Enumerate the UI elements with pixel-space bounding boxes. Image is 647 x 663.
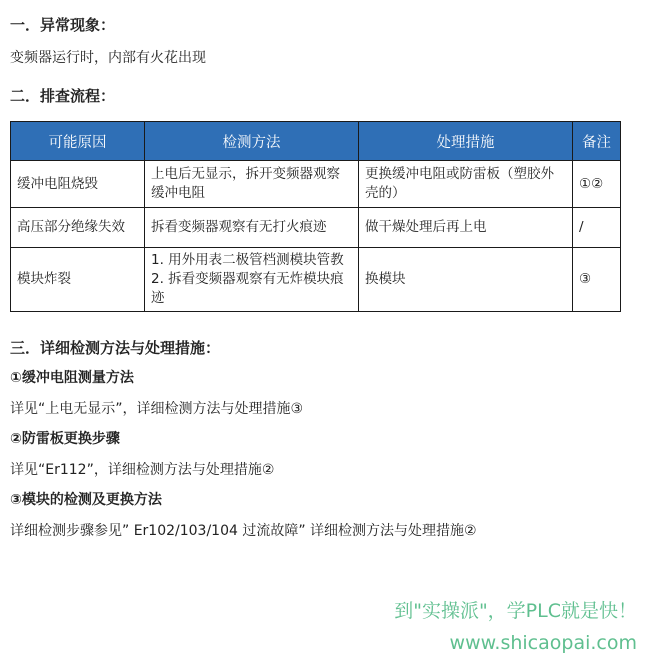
method-line-2: 2. 拆看变频器观察有无炸模块痕迹 (151, 271, 344, 306)
cell-note: ①② (573, 161, 621, 208)
table-header-row (11, 122, 621, 161)
header-action: 处理措施 (359, 122, 573, 161)
subsection-text: 详细检测步骤参见” Er102/103/104 过流故障” 详细检测方法与处理措施② (10, 523, 477, 539)
subsection-title: ①缓冲电阻测量方法 (10, 370, 134, 386)
cell-cause: 高压部分绝缘失效 (11, 208, 145, 248)
cell-method: 拆看变频器观察有无打火痕迹 (145, 208, 359, 248)
subsection-text: 详见“Er112”，详细检测方法与处理措施② (10, 462, 275, 478)
section1-heading: 一．异常现象： (10, 16, 116, 34)
header-cause: 可能原因 (11, 122, 145, 161)
table-row (11, 208, 621, 248)
section3-heading: 三．详细检测方法与处理措施： (10, 339, 221, 357)
cell-note: ③ (573, 248, 621, 312)
header-method: 检测方法 (145, 122, 359, 161)
header-note: 备注 (573, 122, 621, 161)
subsection-title: ②防雷板更换步骤 (10, 431, 120, 447)
cell-method (145, 248, 359, 312)
cell-action: 换模块 (359, 248, 573, 312)
promo-website[interactable]: www.shicaopai.com (449, 632, 637, 654)
cell-cause: 模块炸裂 (11, 248, 145, 312)
subsection-title: ③模块的检测及更换方法 (10, 492, 162, 508)
cell-cause: 缓冲电阻烧毁 (11, 161, 145, 208)
troubleshooting-table (10, 121, 621, 312)
subsection-text: 详见“上电无显示”，详细检测方法与处理措施③ (10, 401, 304, 417)
cell-action: 更换缓冲电阻或防雷板（塑胶外壳的） (359, 161, 573, 208)
cell-action: 做干燥处理后再上电 (359, 208, 573, 248)
method-line-1: 1. 用外用表二极管档测模块管教 (151, 252, 344, 268)
section1-text: 变频器运行时，内部有火花出现 (10, 50, 206, 66)
table-row (11, 248, 621, 312)
section2-heading: 二．排查流程： (10, 87, 116, 105)
cell-note: / (573, 208, 621, 248)
cell-method: 上电后无显示，拆开变频器观察缓冲电阻 (145, 161, 359, 208)
promo-slogan: 到"实操派"，学PLC就是快！ (394, 600, 637, 622)
table-row (11, 161, 621, 208)
